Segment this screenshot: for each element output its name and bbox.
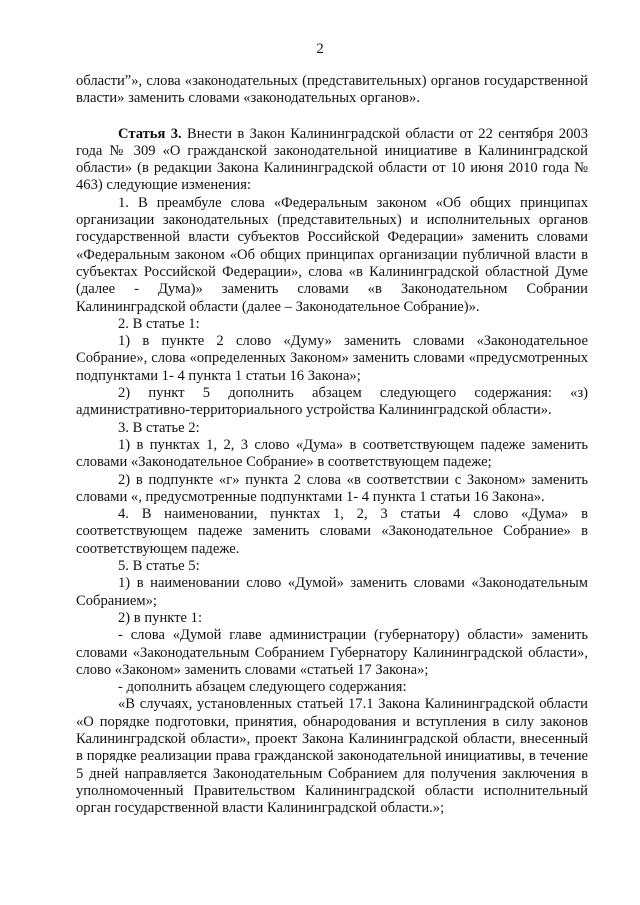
paragraph-item-5-sub-2: 2) в пункте 1: [118,609,203,626]
paragraph-item-1-preamble: 1. В преамбуле слова «Федеральным законом «Об общих принципах организации законодательных (представительных) и исполнительных органов государственной власти субъектов Российской Федерации» заменить словами «Федеральным законом «Об общих принципах организации публичной власти в субъектах Российской Федерации», слова «в Калининградской областной Думе (далее - Дума)» заменить словами «в Законодательном Собрании Калининградской области (далее – Законодательное Собрание)». [76,194,588,315]
paragraph-dash-1: - слова «Думой главе администрации (губернатору) области» заменить словами «Законодательным Собранием Губернатору Калининградской области», слово «Законом» заменить словами «статьей 17 Закона»; [76,627,588,678]
article-3-paragraph [76,126,588,195]
paragraph-item-5-sub-1: 1) в наименовании слово «Думой» заменить словами «Законодательным Собранием»; [76,575,588,609]
paragraph-item-3-sub-2: 2) в подпункте «г» пункта 2 слова «в соответствии с Законом» заменить словами «, предусмотренные подпунктами 1- 4 пункта 1 статьи 16 Закона». [76,471,588,505]
page-number: 2 [316,41,324,57]
paragraph-item-2-sub-1: 1) в пункте 2 слово «Думу» заменить словами «Законодательное Собрание», слова «определенных Законом» заменить словами «предусмотренных подпунктами 1- 4 пункта 1 статьи 16 Закона»; [76,333,588,384]
document-body [76,73,588,817]
paragraph-dash-2: - дополнить абзацем следующего содержания: [118,679,407,696]
paragraph-item-4: 4. В наименовании, пунктах 1, 2, 3 статьи 4 слово «Дума» в соответствующем падеже заменить словами «Законодательное Собрание» в соответствующем падеже. [76,506,588,557]
paragraph-continuation: областиˮ», слова «законодательных (представительных) органов государственной власти» заменить словами «законодательных органов». [76,73,588,107]
paragraph-item-3-sub-1: 1) в пунктах 1, 2, 3 слово «Дума» в соответствующем падеже заменить словами «Законодательное Собрание» в соответствующем падеже; [76,436,588,471]
article-3-heading: Статья 3. [118,125,182,142]
paragraph-item-2-sub-2: 2) пункт 5 дополнить абзацем следующего содержания: «з) административно-территориального устройства Калининградской области». [76,385,588,419]
paragraph-item-3-heading: 3. В статье 2: [118,419,200,436]
paragraph-item-2-heading: 2. В статье 1: [118,315,200,332]
paragraph-item-5-heading: 5. В статье 5: [118,558,200,575]
paragraph-quoted-addition: «В случаях, установленных статьей 17.1 Закона Калининградской области «О порядке подготовки, принятия, обнародования и вступления в силу законов Калининградской области», проект Закона Калининградской области, внесенный в порядке реализации права гражданской законодательной инициативы, в течение 5 дней направляется Законодательным Собранием для получения заключения в уполномоченный Правительством Калининградской области исполнительный орган государственной власти Калининградской области.»; [76,696,588,817]
article-3-text: Внести в Закон Калининградской области от 22 сентября 2003 года № 309 «О гражданской законодательной инициативе в Калининградской области» (в редакции Закона Калининградской области от 10 июня 2010 года № 463) следующие изменения: [76,125,588,194]
